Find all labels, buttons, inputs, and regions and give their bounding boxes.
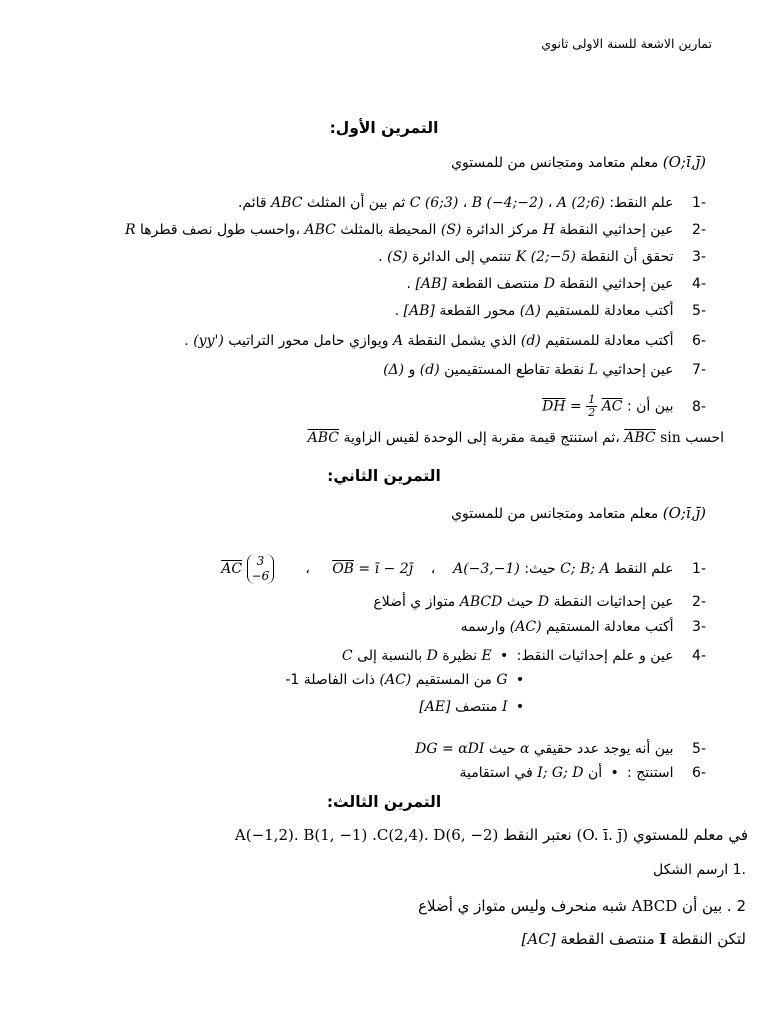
ex1-item-7: -7 عين إحداثيي L نقطة تقاطع المستقيمين (d) و (Δ) xyxy=(383,362,706,378)
header-text: تمارين الاشعة للسنة الاولى ثانوي xyxy=(541,36,712,51)
ex1-item-2: -2 عين إحداثيي النقطة H مركز الدائرة (S) المحيطة بالمثلث ABC ،واحسب طول نصف قطرها R xyxy=(124,222,706,238)
ex2-item-1: -1 علم النقط C; B; A حيث: A(−3,−1) ، $\overline{OB}$ = ī − 2j̄ ، $\overline{AC}$ 3 −6 xyxy=(221,554,706,583)
ex1-item-4: -4 عين إحداثيي النقطة D منتصف القطعة [AB] . xyxy=(406,276,706,292)
column-vector: 3 −6 xyxy=(247,554,275,584)
ex1-item-5: -5 أكتب معادلة للمستقيم (Δ) محور القطعة [AB] . xyxy=(394,303,706,319)
ex1-item-1: -1 علم النقط: A (2;6) ، B (−4;−2) ، C (6;3) ثم بين أن المثلث ABC قائم. xyxy=(237,195,706,211)
ex2-item-4-bullet-2: • G من المستقيم (AC) ذات الفاصلة 1- xyxy=(40,670,528,690)
bullet: • xyxy=(500,648,509,664)
ex2-item-6: -6 استنتج : • أن I; G; D في استقامية xyxy=(459,765,706,781)
ex1-item-6: -6 أكتب معادلة للمستقيم (d) الذي يشمل النقطة A ويوازي حامل محور التراتيب (yy') . xyxy=(184,333,706,349)
vector-ac: $\overline{AC}$ 3 −6 xyxy=(221,554,274,584)
ex1-item-8: -8 بين أن : $\overline{DH}$ = $\frac{1}{2}$ $\overline{AC}$ xyxy=(542,393,706,419)
ex3-line-2: .1 ارسم الشكل xyxy=(653,862,746,878)
ex1-item-3: -3 تحقق أن النقطة K (2;−5) تنتمي إلى الدائرة (S) . xyxy=(378,249,706,265)
page-header xyxy=(40,34,712,54)
fraction: $\frac{1}{2}$ xyxy=(588,393,596,419)
bullet: • xyxy=(515,699,525,715)
exercise-2-title: التمرين الثاني: xyxy=(327,467,441,485)
exercise-1-title: التمرين الأول: xyxy=(329,119,439,137)
ex2-item-3: -3 أكتب معادلة المستقيم (AC) وارسمه xyxy=(460,619,706,635)
exercise-3-title: التمرين الثالث: xyxy=(326,793,442,811)
ex2-item-4-bullet-3: • I منتصف [AE] xyxy=(40,697,528,717)
vector-ob: $\overline{OB}$ = ī − 2j̄ xyxy=(332,561,413,577)
ex2-item-5: -5 بين أنه يوجد عدد حقيقي α حيث DG = αDI xyxy=(415,741,706,757)
ex1-after-8: احسب $\sin \overline{ABC}$ ،ثم استنتج قيمة مقربة إلى الوحدة لقيس الزاوية $\overline{ABC}$ xyxy=(307,430,724,446)
frame-notation: (O;ī,j̄) xyxy=(662,153,706,171)
ex2-item-4: -4 عين و علم إحداثيات النقط: • E نظيرة D بالنسبة إلى C xyxy=(341,648,706,664)
exercise-1-intro: (O;ī,j̄) معلم متعامد ومتجانس من للمستوي xyxy=(451,153,706,171)
ex2-item-2: -2 عين إحداثيات النقطة D حيث ABCD متواز ي أضلاع xyxy=(373,594,706,610)
ex3-line-3: 2 . بين أن ABCD شبه منحرف وليس متواز ي أضلاع xyxy=(418,897,746,915)
equation-dh: $\overline{DH}$ = $\frac{1}{2}$ $\overline{AC}$ xyxy=(542,393,623,419)
exercise-2-intro: (O;ī,j̄) معلم متعامد ومتجانس من للمستوي xyxy=(451,504,706,522)
ex3-line-1: في معلم للمستوي (O. ī. j̄) نعتبر النقط A(−1,2). B(1, −1) .C(2,4). D(6, −2) xyxy=(234,826,748,844)
ex3-line-4: لتكن النقطة I منتصف القطعة [AC] xyxy=(521,930,746,948)
bullet: • xyxy=(515,672,525,688)
bullet: • xyxy=(610,765,619,781)
